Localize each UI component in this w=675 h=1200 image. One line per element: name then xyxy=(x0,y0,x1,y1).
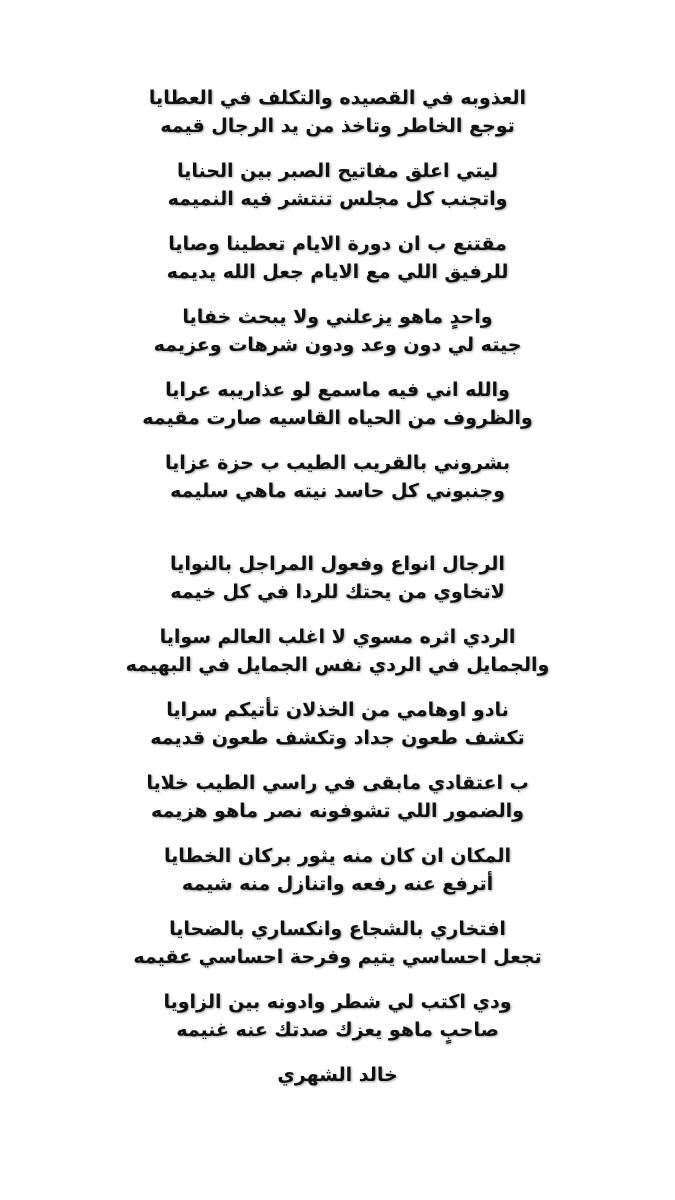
verse-line: لاتخاوي من يحتك للردا في كل خيمه xyxy=(170,581,505,603)
stanza xyxy=(0,769,675,825)
verse-line: نادو اوهامي من الخذلان تأتيكم سرايا xyxy=(166,699,509,721)
verse-line: الردي اثره مسوي لا اغلب العالم سوايا xyxy=(159,626,516,648)
verse-line: المكان ان كان منه يثور بركان الخطايا xyxy=(164,845,511,867)
verse-line: تجعل احساسي يتيم وفرحة احساسي عقيمه xyxy=(133,946,542,968)
verse-line: توجع الخاطر وتاخذ من يد الرجال قيمه xyxy=(160,115,515,137)
verse-line: بشروني بالقريب الطيب ب حزة عزايا xyxy=(164,452,511,474)
verse-line: افتخاري بالشجاع وانكساري بالضحايا xyxy=(169,918,506,940)
verse-line: واحدٍ ماهو يزعلني ولا يبحث خفايا xyxy=(182,306,493,328)
stanza xyxy=(0,449,675,505)
verse-line: والظروف من الحياه القاسيه صارت مقيمه xyxy=(142,407,533,429)
verse-line: الرجال انواع وفعول المراجل بالنوايا xyxy=(170,553,505,575)
stanza xyxy=(0,376,675,432)
verse-line: جيته لي دون وعد ودون شرهات وعزيمه xyxy=(153,334,522,356)
verse-line: تكشف طعون جداد وتكشف طعون قديمه xyxy=(150,727,525,749)
stanza xyxy=(0,230,675,286)
verse-line: والضمور اللي تشوفونه نصر ماهو هزيمه xyxy=(151,800,524,822)
verse-line: والله اني فيه ماسمع لو عذاريبه عرايا xyxy=(165,379,510,401)
verse-line: وجنبوني كل حاسد نيته ماهي سليمه xyxy=(170,480,505,502)
verse-line: العذوبه في القصيده والتكلف في العطايا xyxy=(148,87,527,109)
verse-line: أترفع عنه رفعه واتنازل منه شيمه xyxy=(181,873,494,895)
stanza xyxy=(0,988,675,1044)
verse-line: والجمايل في الردي نفس الجمايل في البهيمه xyxy=(125,654,550,676)
stanza xyxy=(0,915,675,971)
stanza xyxy=(0,550,675,606)
stanza xyxy=(0,303,675,359)
verse-line: ودي اكتب لي شطر وادونه بين الزاويا xyxy=(163,991,512,1013)
stanza xyxy=(0,157,675,213)
stanza xyxy=(0,84,675,140)
stanza xyxy=(0,842,675,898)
verse-line: للرفيق اللي مع الايام جعل الله يديمه xyxy=(166,261,509,283)
stanza xyxy=(0,696,675,752)
verse-line: صاحبٍ ماهو يعزك صدتك عنه غنيمه xyxy=(176,1019,499,1041)
poem xyxy=(0,84,675,1089)
author-signature: خالد الشهري xyxy=(277,1064,398,1086)
verse-line: واتجنب كل مجلس تنتشر فيه النميمه xyxy=(167,188,508,210)
verse-line: ب اعتقادي مابقى في راسي الطيب خلايا xyxy=(146,772,529,794)
verse-line: مقتنع ب ان دورة الايام تعطينا وصايا xyxy=(168,233,507,255)
verse-line: ليتي اعلق مفاتيح الصبر بين الحنايا xyxy=(177,160,498,182)
stanza xyxy=(0,623,675,679)
